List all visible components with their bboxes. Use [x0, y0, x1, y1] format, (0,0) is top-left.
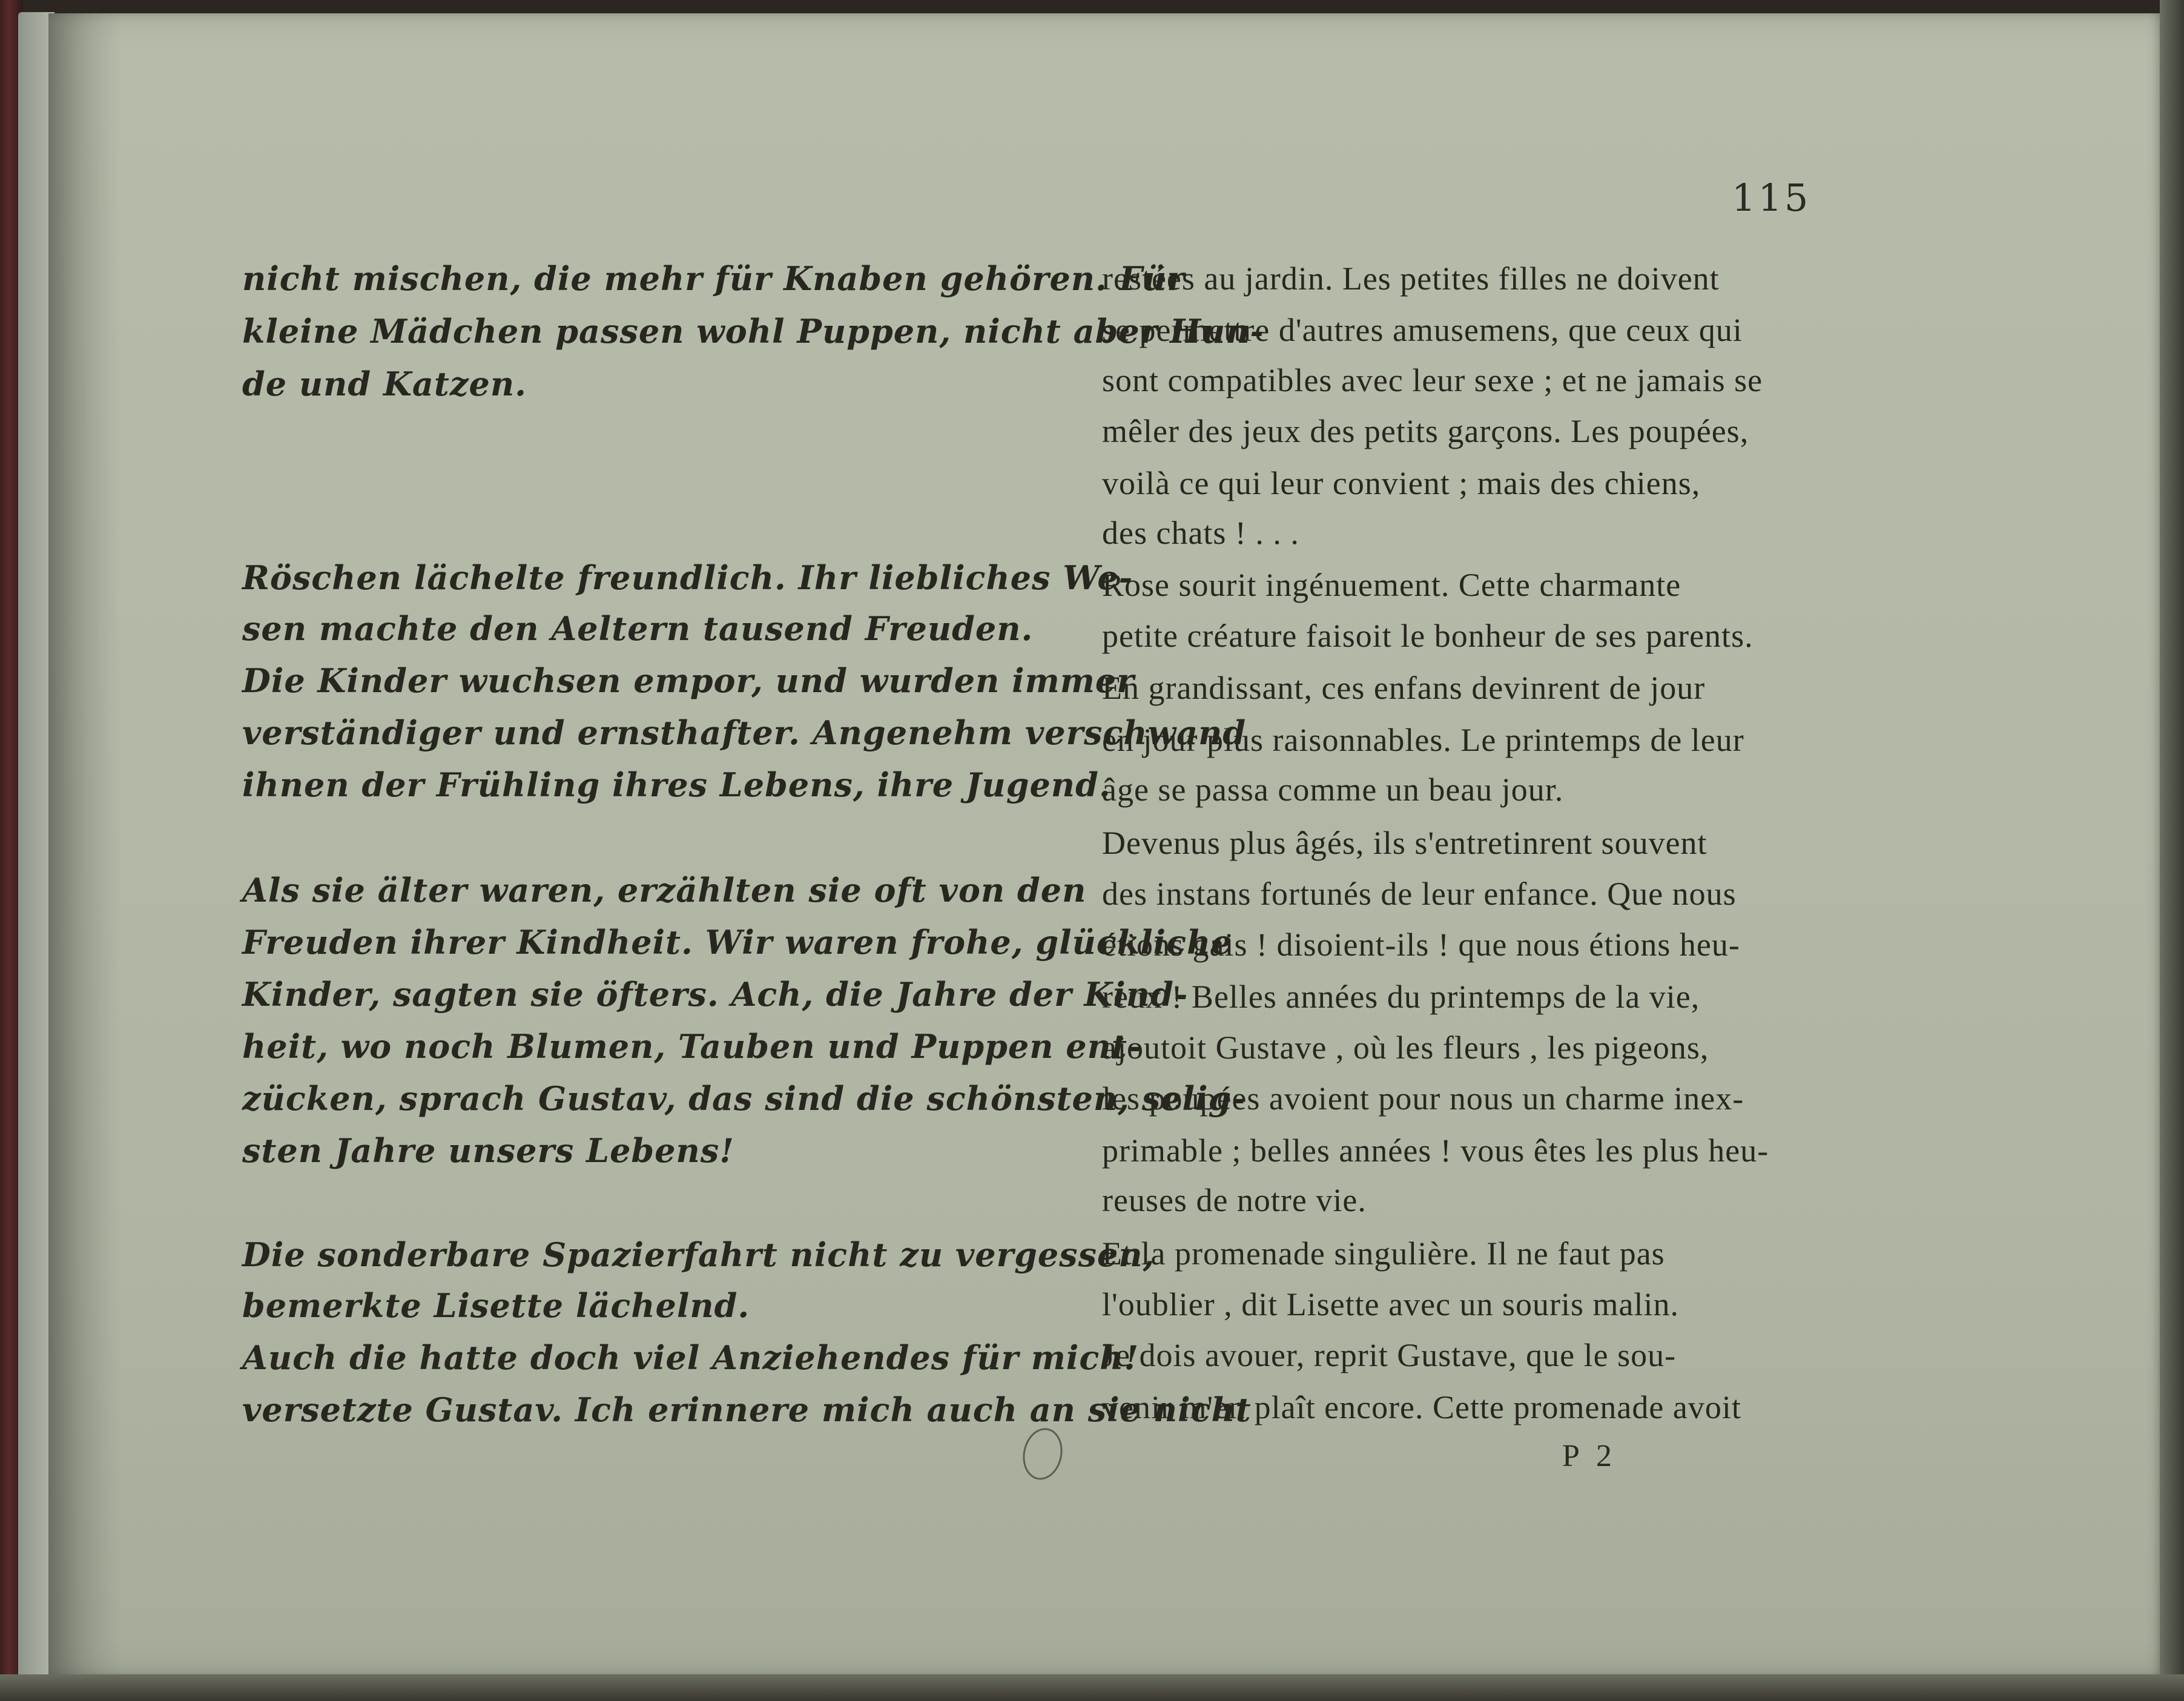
- french-line: des instans fortunés de leur enfance. Que nous: [1102, 876, 1737, 912]
- french-line: les poupées avoient pour nous un charme inex-: [1102, 1080, 1744, 1117]
- german-line: Röschen lächelte freundlich. Ihr liebliches We-: [242, 558, 1133, 597]
- german-line: versetzte Gustav. Ich erinnere mich auch an sie nicht: [242, 1390, 1252, 1429]
- page-number: 115: [1732, 176, 1811, 220]
- french-line: âge se passa comme un beau jour.: [1102, 771, 1564, 808]
- french-line: Je dois avouer, reprit Gustave, que le sou-: [1102, 1337, 1677, 1373]
- german-line: Kinder, sagten sie öfters. Ach, die Jahre der Kind-: [242, 975, 1189, 1014]
- printer-signature-mark: P 2: [1562, 1439, 1617, 1473]
- french-line: reux ! Belles années du printemps de la vie,: [1102, 979, 1700, 1015]
- french-line: Et la promenade singulière. Il ne faut pas: [1102, 1235, 1665, 1272]
- french-line: l'oublier , dit Lisette avec un souris malin.: [1102, 1286, 1680, 1323]
- german-line: verständiger und ernsthafter. Angenehm verschwand: [242, 713, 1247, 752]
- french-line: se permettre d'autres amusemens, que ceux qui: [1102, 312, 1743, 348]
- german-line: nicht mischen, die mehr für Knaben gehören. Für: [242, 259, 1185, 298]
- german-line: Auch die hatte doch viel Anziehendes für mich!: [242, 1338, 1140, 1377]
- german-line: Die Kinder wuchsen empor, und wurden immer: [242, 661, 1135, 700]
- french-line: primable ; belles années ! vous êtes les plus heu-: [1102, 1132, 1769, 1169]
- gutter-shadow: [48, 13, 121, 1676]
- german-line: bemerkte Lisette lächelnd.: [242, 1286, 750, 1325]
- french-line: restées au jardin. Les petites filles ne doivent: [1102, 260, 1720, 297]
- german-line: de und Katzen.: [242, 365, 527, 403]
- german-line: Freuden ihrer Kindheit. Wir waren frohe, glückliche: [242, 923, 1233, 962]
- french-line: petite créature faisoit le bonheur de ses parents.: [1102, 618, 1753, 654]
- french-line: Devenus plus âgés, ils s'entretinrent souvent: [1102, 825, 1707, 861]
- german-line: sen machte den Aeltern tausend Freuden.: [242, 609, 1034, 648]
- french-line: Rose sourit ingénuement. Cette charmante: [1102, 567, 1681, 603]
- french-line: étions gais ! disoient-ils ! que nous étions heu-: [1102, 926, 1740, 963]
- french-line: voilà ce qui leur convient ; mais des chiens,: [1102, 465, 1701, 501]
- french-line: En grandissant, ces enfans devinrent de jour: [1102, 670, 1706, 706]
- german-line: heit, wo noch Blumen, Tauben und Puppen ent-: [242, 1027, 1142, 1066]
- german-line: zücken, sprach Gustav, das sind die schönsten, selig-: [242, 1079, 1246, 1118]
- right-page-edge: [2160, 0, 2184, 1701]
- french-line: venir m'en plaît encore. Cette promenade avoit: [1102, 1389, 1741, 1425]
- german-line: Die sonderbare Spazierfahrt nicht zu vergessen,: [242, 1235, 1155, 1274]
- french-line: sont compatibles avec leur sexe ; et ne jamais se: [1102, 362, 1763, 398]
- french-line: mêler des jeux des petits garçons. Les poupées,: [1102, 413, 1749, 449]
- german-line: Als sie älter waren, erzählten sie oft von den: [242, 871, 1087, 910]
- german-line: kleine Mädchen passen wohl Puppen, nicht aber Hun-: [242, 312, 1264, 351]
- bottom-page-edge: [0, 1674, 2184, 1701]
- french-line: ajoutoit Gustave , où les fleurs , les pigeons,: [1102, 1029, 1709, 1066]
- french-line: en jour plus raisonnables. Le printemps de leur: [1102, 722, 1744, 758]
- german-line: sten Jahre unsers Lebens!: [242, 1131, 734, 1170]
- french-line: reuses de notre vie.: [1102, 1182, 1367, 1218]
- french-line: des chats ! . . .: [1102, 515, 1299, 551]
- german-line: ihnen der Frühling ihres Lebens, ihre Jugend.: [242, 765, 1111, 804]
